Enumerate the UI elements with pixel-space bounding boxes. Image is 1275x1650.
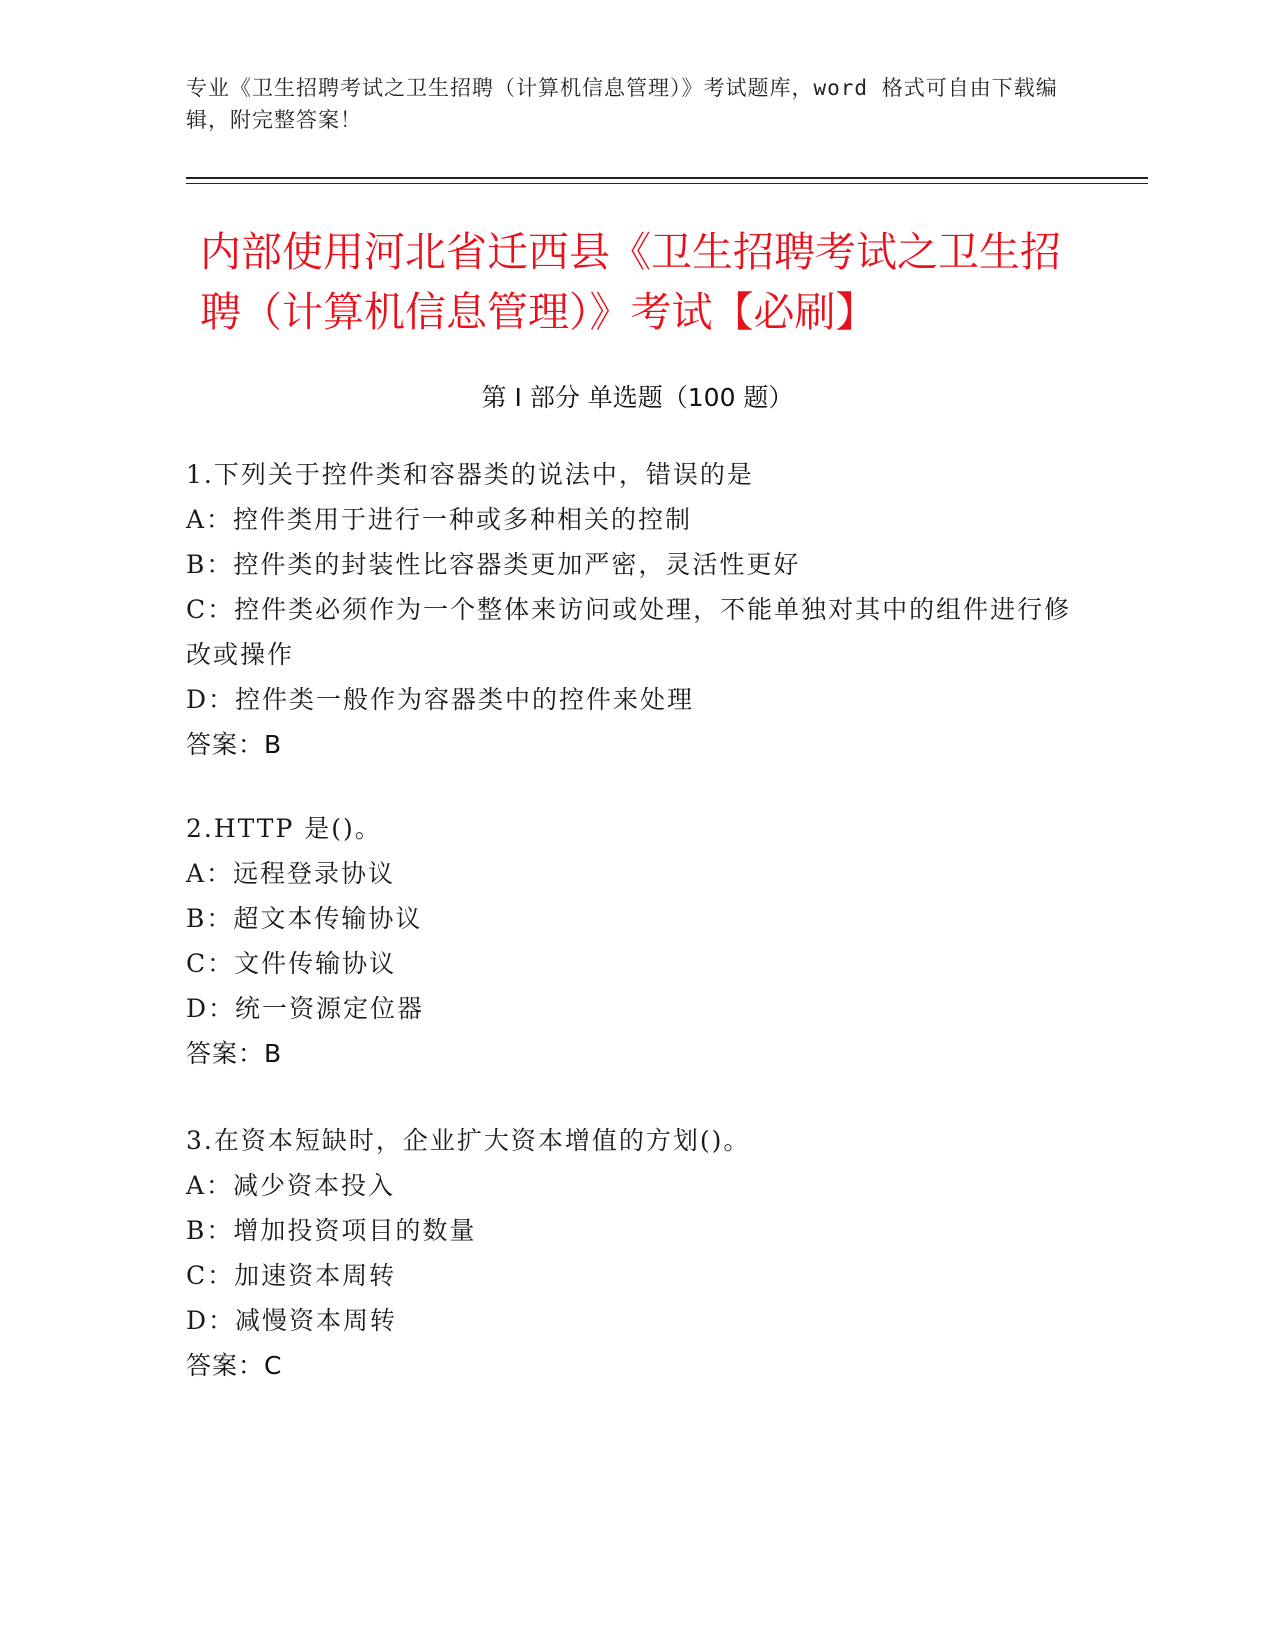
option-c: C：控件类必须作为一个整体来访问或处理，不能单独对其中的组件进行修改或操作	[186, 595, 1072, 669]
option-c: C：加速资本周转	[186, 1261, 397, 1290]
option-a: A：控件类用于进行一种或多种相关的控制	[186, 505, 693, 534]
header-rule-thick	[186, 177, 1148, 179]
option-b: B：控件类的封装性比容器类更加严密，灵活性更好	[186, 550, 801, 579]
section-title: 第 I 部分 单选题（100 题）	[481, 383, 794, 412]
question-stem: 3.在资本短缺时，企业扩大资本增值的方划()。	[186, 1126, 751, 1155]
option-d: D：减慢资本周转	[186, 1306, 398, 1335]
option-a: A：减少资本投入	[186, 1171, 396, 1200]
header-note: 专业《卫生招聘考试之卫生招聘（计算机信息管理）》考试题库，word 格式可自由下载编辑，附完整答案！	[186, 76, 1058, 132]
option-d: D：统一资源定位器	[186, 994, 425, 1023]
question-2	[186, 806, 1086, 1076]
answer: 答案：C	[186, 1351, 283, 1380]
document-title: 内部使用河北省迁西县《卫生招聘考试之卫生招聘（计算机信息管理）》考试【必刷】	[200, 228, 1061, 336]
option-d: D：控件类一般作为容器类中的控件来处理	[186, 685, 695, 714]
answer: 答案：B	[186, 1039, 283, 1068]
answer: 答案：B	[186, 730, 283, 759]
option-a: A：远程登录协议	[186, 859, 396, 888]
question-1	[186, 452, 1086, 767]
header-rule-thin	[186, 183, 1148, 184]
option-c: C：文件传输协议	[186, 949, 397, 978]
option-b: B：增加投资项目的数量	[186, 1216, 477, 1245]
option-b: B：超文本传输协议	[186, 904, 423, 933]
question-3	[186, 1118, 1086, 1388]
question-stem: 2.HTTP 是()。	[186, 814, 382, 843]
question-stem: 1.下列关于控件类和容器类的说法中，错误的是	[186, 460, 754, 489]
